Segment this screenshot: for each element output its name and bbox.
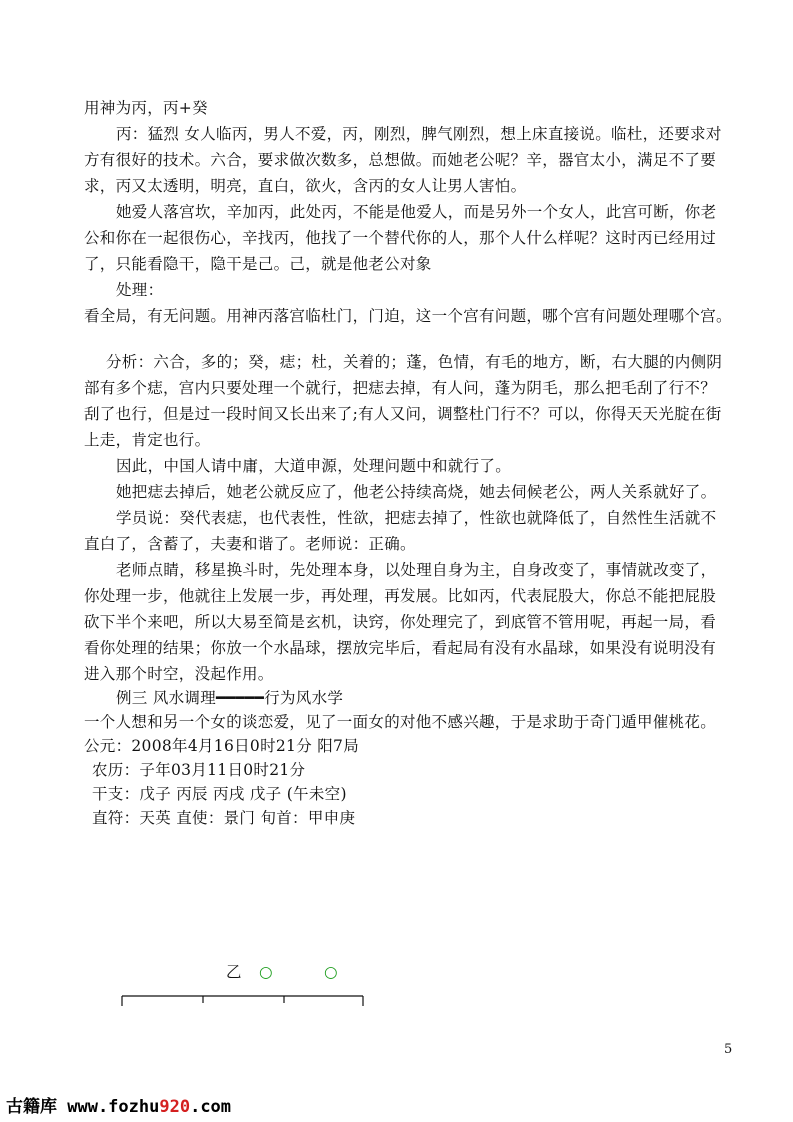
watermark-number: 920	[159, 1097, 191, 1117]
text-line: 农历：子年03月11日0时21分	[92, 761, 306, 779]
text-line: 用神为丙，丙+癸	[84, 99, 208, 117]
text-line: 公和你在一起很伤心，辛找丙，他找了一个替代你的人，那个人什么样呢？这时丙已经用过	[84, 229, 717, 247]
watermark-text: 古籍库 www.fozhu	[6, 1097, 160, 1117]
text-line: 公元：2008年4月16日0时21分 阳7局	[84, 737, 360, 755]
text-line: 你处理一步，他就往上发展一步，再处理，再发展。比如丙，代表屁股大，你总不能把屁股	[84, 587, 717, 605]
text-line: 老师点睛，移星换斗时，先处理本身，以处理自身为主，自身改变了，事情就改变了，	[116, 561, 717, 579]
text-line: 看你处理的结果；你放一个水晶球，摆放完毕后，看起局有没有水晶球，如果没有说明没有	[84, 639, 717, 657]
text-line: 求，丙又太透明，明亮，直白，欲火，含丙的女人让男人害怕。	[84, 177, 527, 195]
text-line: 部有多个痣，宫内只要处理一个就行，把痣去掉，有人问，蓬为阴毛，那么把毛刮了行不？	[84, 379, 717, 397]
circle-marker: ○	[324, 963, 338, 981]
text-line: 直白了，含蓄了，夫妻和谐了。老师说：正确。	[84, 535, 416, 553]
text-line: 她爱人落宫坎，辛加丙，此处丙，不能是他爱人，而是另外一个女人，此宫可断，你老	[116, 203, 717, 221]
page-number: 5	[724, 1042, 733, 1057]
diagram-stem-label: 乙	[226, 963, 242, 981]
site-watermark	[6, 1092, 231, 1117]
text-line: 进入那个时空，没起作用。	[84, 665, 274, 683]
circle-marker: ○	[259, 963, 273, 981]
text-line: 刮了也行，但是过一段时间又长出来了;有人又问，调整杜门行不？可以，你得天天光腚在街	[84, 405, 722, 423]
text-line: 一个人想和另一个女的谈恋爱，见了一面女的对他不感兴趣，于是求助于奇门遁甲催桃花。	[84, 713, 717, 731]
watermark-suffix: .com	[190, 1097, 232, 1117]
text-line: 方有很好的技术。六合，要求做次数多，总想做。而她老公呢？辛，器官太小，满足不了要	[84, 151, 717, 169]
text-line: 分析：六合，多的；癸，痣；杜，关着的；蓬，色情，有毛的地方，断，右大腿的内侧阴	[106, 353, 723, 371]
text-line: 她把痣去掉后，她老公就反应了，他老公持续高烧，她去伺候老公，两人关系就好了。	[116, 483, 717, 501]
text-line: 了，只能看隐干，隐干是己。己，就是他老公对象	[84, 255, 432, 273]
text-line: 砍下半个来吧，所以大易至简是玄机，诀窍，你处理完了，到底管不管用呢，再起一局，看	[84, 613, 717, 631]
text-line: 因此，中国人请中庸，大道申源，处理问题中和就行了。	[116, 457, 512, 475]
section-heading: 例三 风水调理━━━━━行为风水学	[116, 689, 344, 707]
text-line: 学员说：癸代表痣，也代表性，性欲，把痣去掉了，性欲也就降低了，自然性生活就不	[116, 509, 717, 527]
text-line: 处理：	[116, 281, 164, 299]
text-line: 丙：猛烈 女人临丙，男人不爱，丙，刚烈，脾气刚烈，想上床直接说。临杜，还要求对	[116, 125, 722, 143]
text-line: 干支：戊子 丙辰 丙戌 戊子 (午未空)	[92, 785, 347, 803]
text-line: 看全局，有无问题。用神丙落宫临杜门，门迫，这一个宫有问题，哪个宫有问题处理哪个宫。	[84, 307, 732, 325]
text-line: 直符：天英 直使：景门 旬首：甲申庚	[92, 809, 356, 827]
text-line: 上走，肯定也行。	[84, 431, 211, 449]
